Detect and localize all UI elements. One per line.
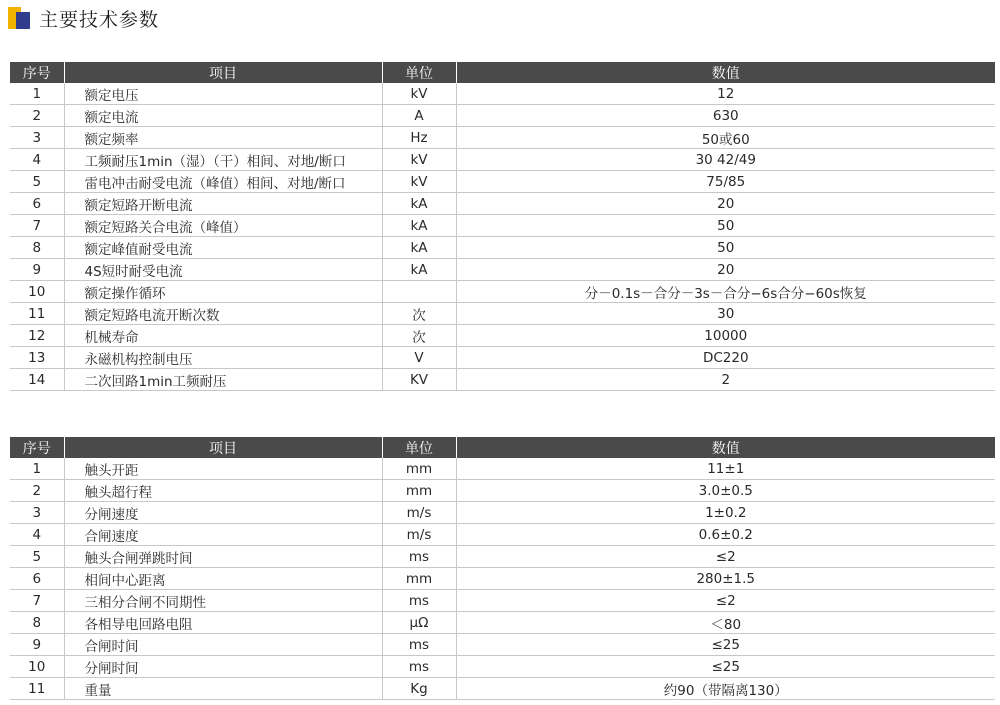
header-index: 序号 [10,437,64,458]
row-value: 10000 [456,325,995,347]
row-item: 额定峰值耐受电流 [64,237,382,259]
row-index: 8 [10,237,64,259]
row-unit: 次 [382,325,456,347]
table-row [10,458,995,480]
row-index: 2 [10,105,64,127]
row-item: 额定短路关合电流（峰值） [64,215,382,237]
row-item: 分闸时间 [64,656,382,678]
section-logo-icon [8,7,30,29]
table-row [10,546,995,568]
row-unit: Kg [382,678,456,700]
section-title: 主要技术参数 [39,8,160,31]
header-item: 项目 [64,437,382,458]
row-item: 合闸速度 [64,524,382,546]
row-index: 4 [10,524,64,546]
table-row [10,127,995,149]
table-row [10,281,995,303]
row-unit: μΩ [382,612,456,634]
table-row [10,325,995,347]
table-row [10,215,995,237]
row-index: 2 [10,480,64,502]
row-item: 合闸时间 [64,634,382,656]
table-row [10,502,995,524]
row-value: 12 [456,83,995,105]
row-unit: mm [382,458,456,480]
header-index: 序号 [10,62,64,83]
table-row [10,171,995,193]
row-item: 机械寿命 [64,325,382,347]
table-row [10,369,995,391]
row-index: 9 [10,634,64,656]
table-header-row [10,437,995,458]
table-row [10,193,995,215]
row-value: 1±0.2 [456,502,995,524]
row-index: 5 [10,546,64,568]
row-unit: A [382,105,456,127]
row-value: ≤2 [456,590,995,612]
row-unit [382,281,456,303]
table-header-row [10,62,995,83]
row-value: 50或60 [456,127,995,149]
row-value: 280±1.5 [456,568,995,590]
row-unit: ms [382,656,456,678]
row-item: 额定短路开断电流 [64,193,382,215]
table-row [10,259,995,281]
row-value: 50 [456,215,995,237]
row-item: 工频耐压1min（湿）（干）相间、对地/断口 [64,149,382,171]
electrical-parameters-table [10,62,995,391]
row-unit: Hz [382,127,456,149]
row-value: 2 [456,369,995,391]
row-index: 10 [10,281,64,303]
table-row [10,303,995,325]
row-index: 3 [10,127,64,149]
row-index: 8 [10,612,64,634]
row-index: 11 [10,303,64,325]
row-value: 0.6±0.2 [456,524,995,546]
row-item: 额定操作循环 [64,281,382,303]
table-row [10,83,995,105]
row-item: 二次回路1min工频耐压 [64,369,382,391]
row-unit: ms [382,634,456,656]
row-item: 额定短路电流开断次数 [64,303,382,325]
row-index: 7 [10,215,64,237]
row-unit: mm [382,480,456,502]
row-value: 约90（带隔离130） [456,678,995,700]
row-value: 630 [456,105,995,127]
row-unit: kA [382,193,456,215]
row-index: 11 [10,678,64,700]
row-item: 三相分合闸不同期性 [64,590,382,612]
table-row [10,678,995,700]
table-row [10,568,995,590]
row-index: 10 [10,656,64,678]
row-value: 分－0.1s－合分－3s－合分−6s合分−60s恢复 [456,281,995,303]
table-row [10,149,995,171]
table-row [10,347,995,369]
row-index: 14 [10,369,64,391]
row-value: 3.0±0.5 [456,480,995,502]
row-unit: m/s [382,524,456,546]
table-row [10,656,995,678]
table-row [10,612,995,634]
header-value: 数值 [456,437,995,458]
header-item: 项目 [64,62,382,83]
row-value: 75/85 [456,171,995,193]
row-item: 额定频率 [64,127,382,149]
row-value: ≤25 [456,656,995,678]
row-unit: kV [382,83,456,105]
row-unit: 次 [382,303,456,325]
row-unit: m/s [382,502,456,524]
section-header [8,4,159,32]
row-index: 6 [10,568,64,590]
row-value: DC220 [456,347,995,369]
row-item: 雷电冲击耐受电流（峰值）相间、对地/断口 [64,171,382,193]
row-unit: kA [382,215,456,237]
row-unit: kA [382,259,456,281]
row-unit: ms [382,546,456,568]
row-item: 触头合闸弹跳时间 [64,546,382,568]
header-value: 数值 [456,62,995,83]
row-value: 20 [456,259,995,281]
row-value: 30 42/49 [456,149,995,171]
header-unit: 单位 [382,62,456,83]
row-index: 1 [10,458,64,480]
row-item: 额定电流 [64,105,382,127]
row-unit: kV [382,171,456,193]
row-value: ≤2 [456,546,995,568]
row-unit: KV [382,369,456,391]
row-value: ＜80 [456,612,995,634]
mechanical-parameters-table [10,437,995,700]
row-index: 12 [10,325,64,347]
header-unit: 单位 [382,437,456,458]
table-row [10,237,995,259]
row-item: 触头超行程 [64,480,382,502]
row-item: 分闸速度 [64,502,382,524]
row-unit: kA [382,237,456,259]
row-item: 永磁机构控制电压 [64,347,382,369]
row-value: 50 [456,237,995,259]
row-unit: ms [382,590,456,612]
row-item: 各相导电回路电阻 [64,612,382,634]
row-index: 4 [10,149,64,171]
row-value: 30 [456,303,995,325]
table-row [10,480,995,502]
row-unit: kV [382,149,456,171]
row-index: 13 [10,347,64,369]
table-row [10,524,995,546]
row-item: 重量 [64,678,382,700]
row-item: 4S短时耐受电流 [64,259,382,281]
table-row [10,634,995,656]
row-item: 额定电压 [64,83,382,105]
row-unit: mm [382,568,456,590]
row-item: 触头开距 [64,458,382,480]
row-index: 1 [10,83,64,105]
row-index: 7 [10,590,64,612]
row-value: 11±1 [456,458,995,480]
row-item: 相间中心距离 [64,568,382,590]
row-index: 5 [10,171,64,193]
row-value: ≤25 [456,634,995,656]
row-index: 9 [10,259,64,281]
row-value: 20 [456,193,995,215]
row-index: 3 [10,502,64,524]
row-unit: V [382,347,456,369]
table-row [10,590,995,612]
row-index: 6 [10,193,64,215]
table-row [10,105,995,127]
